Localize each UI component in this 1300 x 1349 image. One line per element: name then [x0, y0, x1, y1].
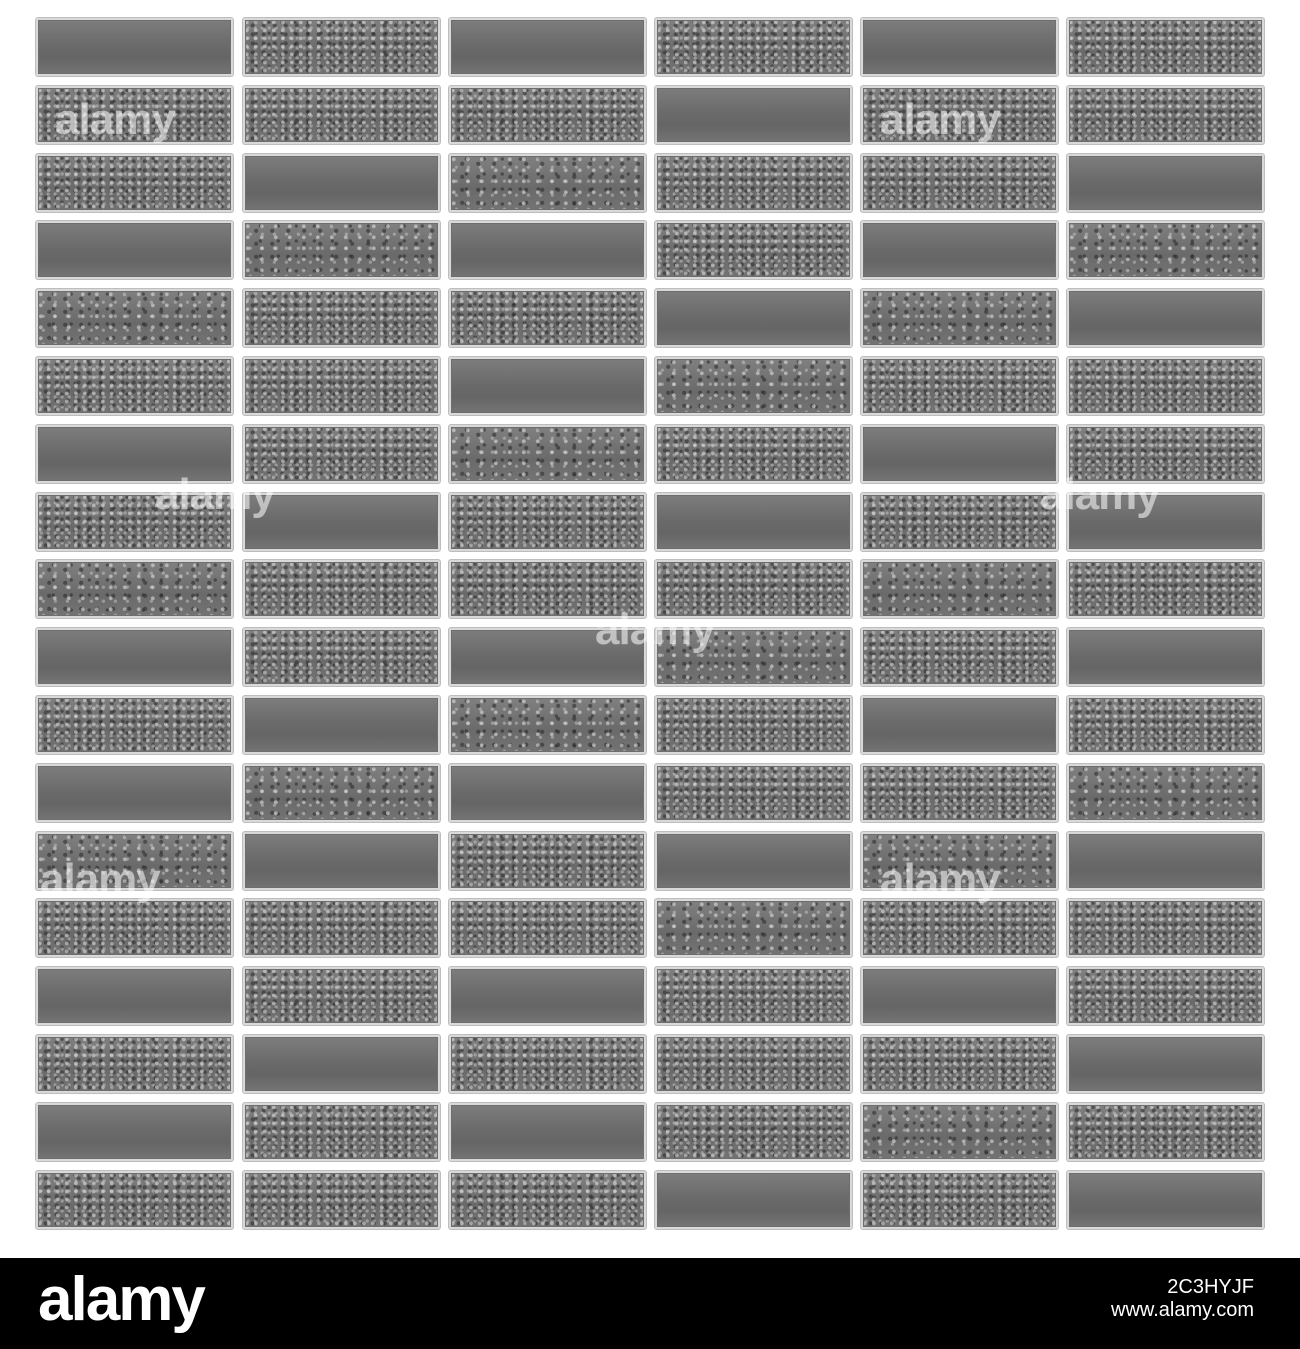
- tile-textured: [449, 154, 646, 212]
- tile-textured: [655, 899, 852, 957]
- tile-smooth: [1067, 289, 1264, 347]
- tile-textured: [1067, 696, 1264, 754]
- tile-textured: [861, 493, 1058, 551]
- tile-textured: [1067, 1103, 1264, 1161]
- tile-textured: [1067, 899, 1264, 957]
- tile-textured: [449, 832, 646, 890]
- tile-smooth: [243, 1035, 440, 1093]
- tile-textured: [243, 899, 440, 957]
- tile-smooth: [449, 357, 646, 415]
- tile-textured: [243, 1103, 440, 1161]
- tile-textured: [243, 1171, 440, 1229]
- tile-textured: [655, 425, 852, 483]
- tile-textured: [861, 154, 1058, 212]
- image-reference: [1111, 1276, 1254, 1322]
- tile-textured: [449, 493, 646, 551]
- tile-smooth: [243, 832, 440, 890]
- tile-smooth: [861, 425, 1058, 483]
- watermark-text: alamy: [40, 855, 160, 904]
- tile-textured: [243, 357, 440, 415]
- tile-smooth: [1067, 1171, 1264, 1229]
- tile-smooth: [36, 764, 233, 822]
- tile-textured: [243, 86, 440, 144]
- tile-textured: [1067, 560, 1264, 618]
- tile-textured: [1067, 764, 1264, 822]
- tile-smooth: [36, 967, 233, 1025]
- tile-textured: [243, 221, 440, 279]
- tile-textured: [1067, 18, 1264, 76]
- tile-textured: [449, 1171, 646, 1229]
- watermark-text: alamy: [1040, 470, 1160, 519]
- tile-textured: [36, 1171, 233, 1229]
- tile-smooth: [861, 18, 1058, 76]
- alamy-logo: alamy: [38, 1265, 204, 1334]
- tile-textured: [861, 1035, 1058, 1093]
- tile-textured: [243, 560, 440, 618]
- tile-smooth: [861, 221, 1058, 279]
- tile-textured: [449, 1035, 646, 1093]
- tile-smooth: [861, 696, 1058, 754]
- tile-smooth: [1067, 1035, 1264, 1093]
- watermark-text: alamy: [880, 95, 1000, 144]
- tile-smooth: [36, 1103, 233, 1161]
- tile-smooth: [449, 967, 646, 1025]
- tile-smooth: [243, 154, 440, 212]
- tile-textured: [655, 696, 852, 754]
- tile-textured: [655, 221, 852, 279]
- tile-smooth: [861, 967, 1058, 1025]
- tile-smooth: [655, 1171, 852, 1229]
- tile-smooth: [36, 628, 233, 686]
- tile-smooth: [1067, 628, 1264, 686]
- tile-textured: [655, 357, 852, 415]
- image-id: 2C3HYJF: [1167, 1276, 1254, 1298]
- tile-textured: [861, 764, 1058, 822]
- tile-textured: [36, 899, 233, 957]
- tile-smooth: [449, 221, 646, 279]
- tile-smooth: [655, 289, 852, 347]
- tile-textured: [243, 289, 440, 347]
- tile-textured: [1067, 221, 1264, 279]
- tile-textured: [36, 696, 233, 754]
- tile-textured: [655, 154, 852, 212]
- tile-textured: [861, 1171, 1058, 1229]
- tile-smooth: [1067, 154, 1264, 212]
- tile-textured: [243, 18, 440, 76]
- tile-textured: [655, 1103, 852, 1161]
- tile-textured: [861, 289, 1058, 347]
- tile-smooth: [655, 832, 852, 890]
- tile-textured: [243, 764, 440, 822]
- tile-textured: [36, 289, 233, 347]
- tile-textured: [36, 1035, 233, 1093]
- tile-textured: [243, 628, 440, 686]
- watermark-text: alamy: [595, 605, 715, 654]
- tile-textured: [861, 628, 1058, 686]
- site-url: www.alamy.com: [1111, 1299, 1254, 1321]
- tile-smooth: [449, 1103, 646, 1161]
- tile-smooth: [449, 764, 646, 822]
- tile-textured: [655, 967, 852, 1025]
- tile-textured: [1067, 967, 1264, 1025]
- tile-smooth: [655, 493, 852, 551]
- tile-textured: [655, 764, 852, 822]
- tile-textured: [861, 560, 1058, 618]
- watermark-text: alamy: [55, 95, 175, 144]
- tile-textured: [1067, 86, 1264, 144]
- tile-textured: [655, 18, 852, 76]
- tile-textured: [36, 560, 233, 618]
- watermark-text: alamy: [155, 470, 275, 519]
- tile-textured: [1067, 357, 1264, 415]
- tile-textured: [449, 696, 646, 754]
- tile-textured: [861, 357, 1058, 415]
- tile-smooth: [449, 18, 646, 76]
- tile-textured: [655, 1035, 852, 1093]
- stock-footer-bar: [0, 1258, 1300, 1349]
- tile-textured: [449, 289, 646, 347]
- tile-smooth: [36, 18, 233, 76]
- tile-textured: [449, 86, 646, 144]
- tile-smooth: [655, 86, 852, 144]
- tile-smooth: [243, 696, 440, 754]
- tile-textured: [36, 154, 233, 212]
- tile-smooth: [1067, 832, 1264, 890]
- tile-textured: [449, 899, 646, 957]
- tile-textured: [449, 425, 646, 483]
- tile-smooth: [36, 221, 233, 279]
- tile-textured: [243, 967, 440, 1025]
- tile-textured: [861, 899, 1058, 957]
- tile-textured: [861, 1103, 1058, 1161]
- tile-textured: [36, 357, 233, 415]
- watermark-text: alamy: [880, 855, 1000, 904]
